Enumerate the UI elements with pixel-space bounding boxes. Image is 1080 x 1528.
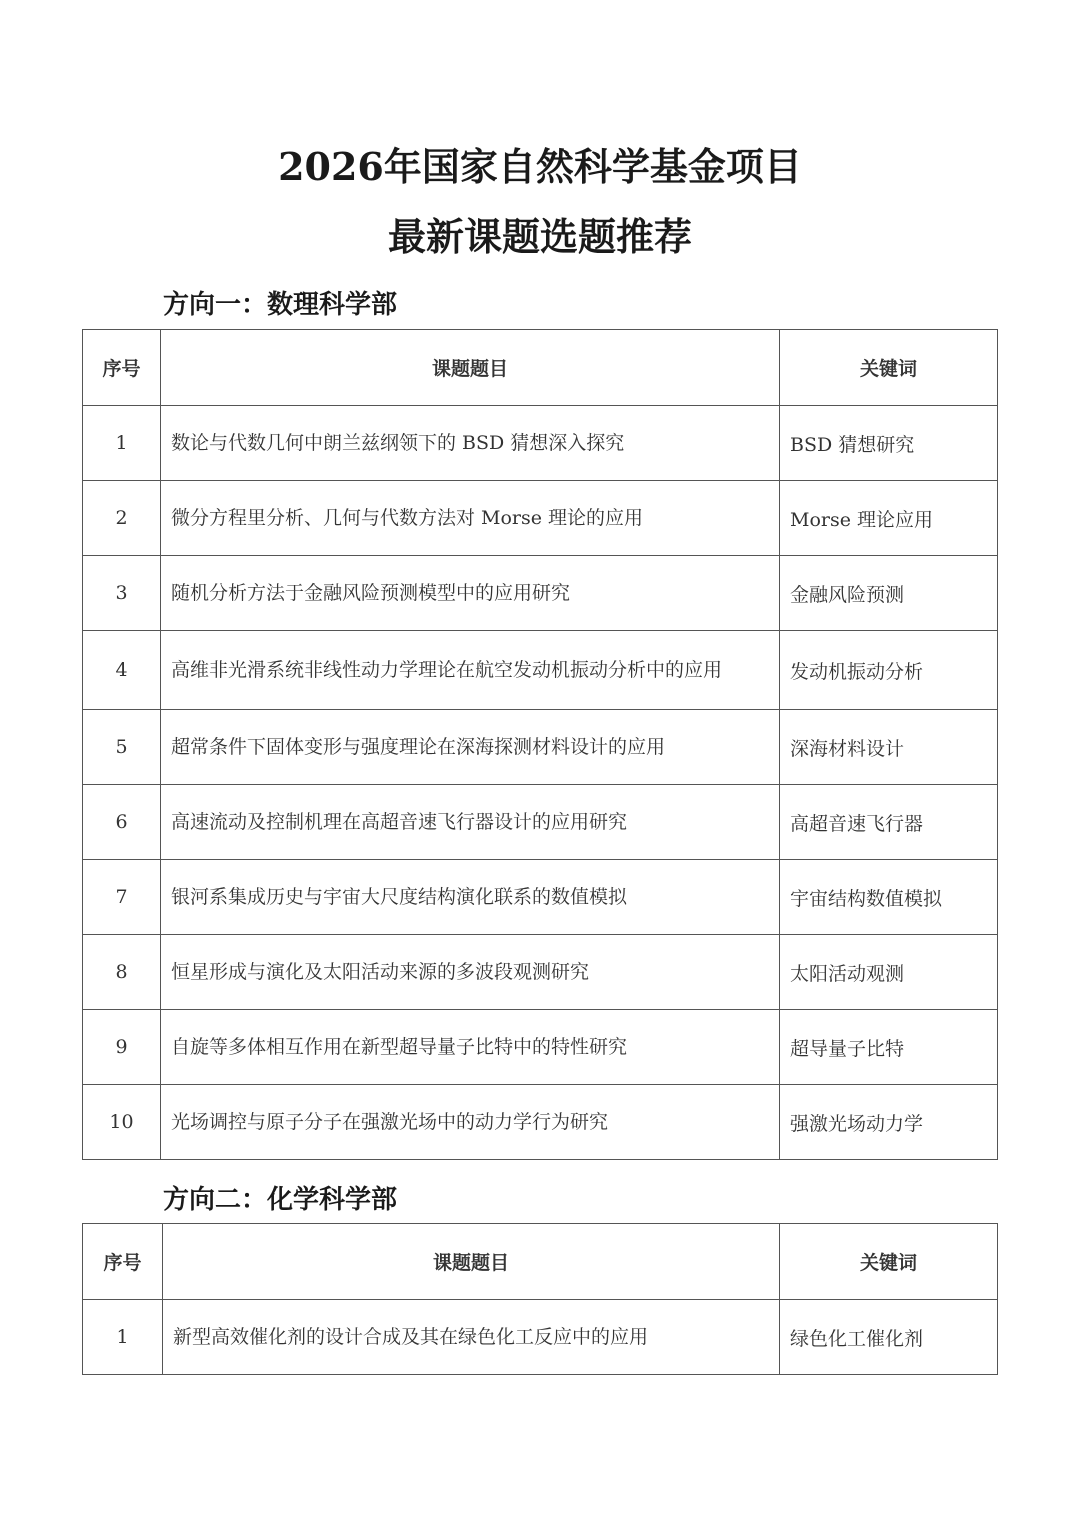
row-topic: 高维非光滑系统非线性动力学理论在航空发动机振动分析中的应用 xyxy=(161,631,780,710)
table-row xyxy=(83,785,998,860)
row-topic: 新型高效催化剂的设计合成及其在绿色化工反应中的应用 xyxy=(163,1300,780,1375)
row-topic: 恒星形成与演化及太阳活动来源的多波段观测研究 xyxy=(161,935,780,1010)
document-title-line2: 最新课题选题推荐 xyxy=(387,214,692,259)
row-number: 2 xyxy=(83,481,161,556)
row-keyword: 深海材料设计 xyxy=(780,710,998,785)
row-number: 4 xyxy=(83,631,161,710)
row-number: 10 xyxy=(83,1085,161,1160)
table-row xyxy=(83,935,998,1010)
row-topic: 数论与代数几何中朗兰兹纲领下的 BSD 猜想深入探究 xyxy=(161,406,780,481)
row-number: 9 xyxy=(83,1010,161,1085)
row-keyword: 高超音速飞行器 xyxy=(780,785,998,860)
row-topic: 随机分析方法于金融风险预测模型中的应用研究 xyxy=(161,556,780,631)
header-num: 序号 xyxy=(83,330,161,406)
table-row xyxy=(83,710,998,785)
row-topic: 超常条件下固体变形与强度理论在深海探测材料设计的应用 xyxy=(161,710,780,785)
row-keyword: 太阳活动观测 xyxy=(780,935,998,1010)
row-keyword: 宇宙结构数值模拟 xyxy=(780,860,998,935)
header-num: 序号 xyxy=(83,1224,163,1300)
row-number: 7 xyxy=(83,860,161,935)
table-row xyxy=(83,1010,998,1085)
table-row xyxy=(83,860,998,935)
row-keyword: 发动机振动分析 xyxy=(780,631,998,710)
table-row xyxy=(83,406,998,481)
row-keyword: 强激光场动力学 xyxy=(780,1085,998,1160)
row-topic: 高速流动及控制机理在高超音速飞行器设计的应用研究 xyxy=(161,785,780,860)
header-keyword: 关键词 xyxy=(780,1224,998,1300)
section-heading-math-physics: 方向一：数理科学部 xyxy=(163,290,398,320)
row-topic: 自旋等多体相互作用在新型超导量子比特中的特性研究 xyxy=(161,1010,780,1085)
row-topic: 光场调控与原子分子在强激光场中的动力学行为研究 xyxy=(161,1085,780,1160)
row-number: 5 xyxy=(83,710,161,785)
row-topic: 银河系集成历史与宇宙大尺度结构演化联系的数值模拟 xyxy=(161,860,780,935)
table-row xyxy=(83,1085,998,1160)
table-header-row xyxy=(83,330,998,406)
row-topic: 微分方程里分析、几何与代数方法对 Morse 理论的应用 xyxy=(161,481,780,556)
table-row xyxy=(83,1300,998,1375)
document-title-line1: 2026年国家自然科学基金项目 xyxy=(278,144,802,189)
row-number: 6 xyxy=(83,785,161,860)
table-row xyxy=(83,556,998,631)
row-number: 3 xyxy=(83,556,161,631)
row-keyword: 绿色化工催化剂 xyxy=(780,1300,998,1375)
table-row xyxy=(83,631,998,710)
row-number: 1 xyxy=(83,406,161,481)
topics-table-math-physics xyxy=(82,329,998,1160)
row-keyword: BSD 猜想研究 xyxy=(780,406,998,481)
row-number: 8 xyxy=(83,935,161,1010)
header-topic: 课题题目 xyxy=(161,330,780,406)
row-keyword: 超导量子比特 xyxy=(780,1010,998,1085)
table-header-row xyxy=(83,1224,998,1300)
row-number: 1 xyxy=(83,1300,163,1375)
header-topic: 课题题目 xyxy=(163,1224,780,1300)
topics-table-chemistry xyxy=(82,1223,998,1375)
header-keyword: 关键词 xyxy=(780,330,998,406)
table-row xyxy=(83,481,998,556)
row-keyword: Morse 理论应用 xyxy=(780,481,998,556)
row-keyword: 金融风险预测 xyxy=(780,556,998,631)
section-heading-chemistry: 方向二：化学科学部 xyxy=(163,1185,398,1215)
